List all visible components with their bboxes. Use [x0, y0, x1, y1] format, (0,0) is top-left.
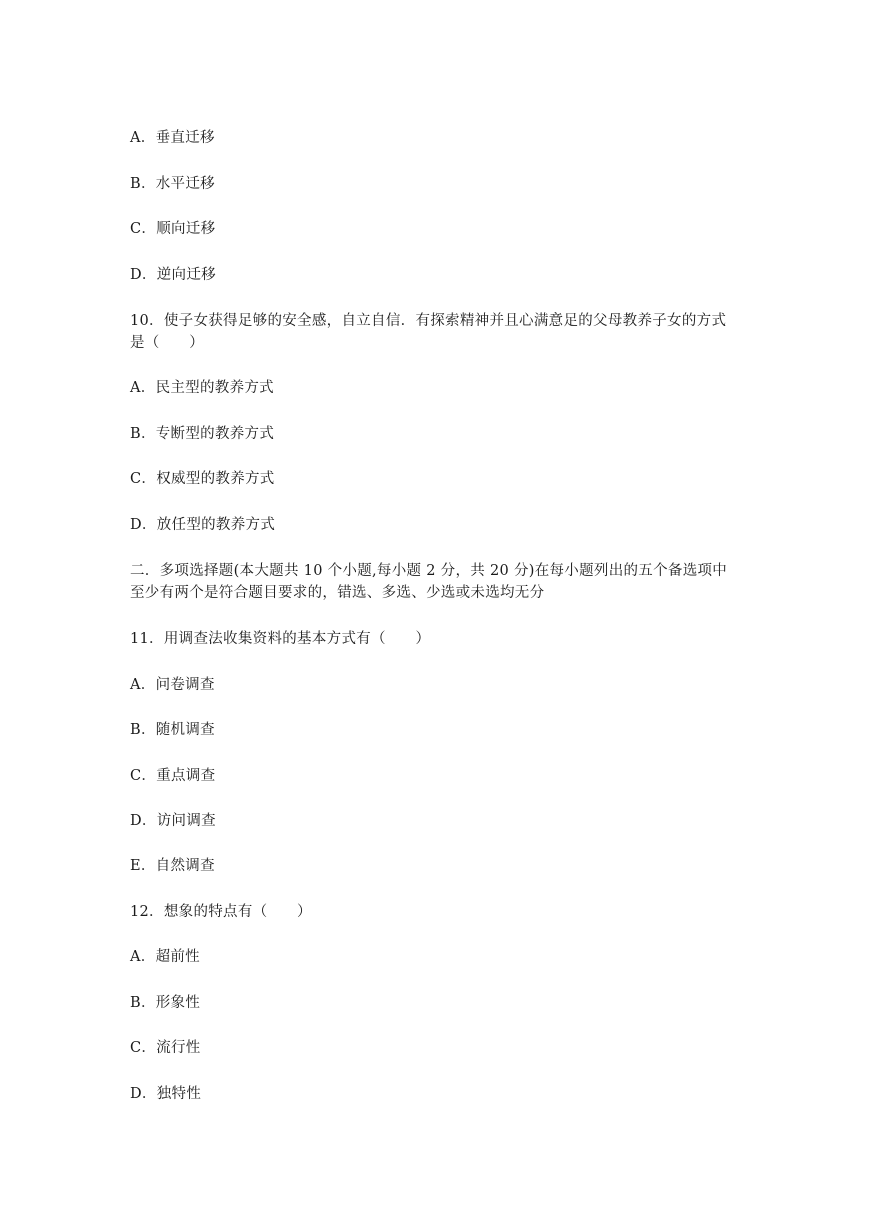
q11-option-c: C．重点调查	[130, 768, 216, 784]
q12-option-d: D．独特性	[130, 1086, 202, 1102]
q9-option-c: C．顺向迁移	[130, 221, 216, 237]
q9-option-a: A．垂直迁移	[130, 130, 215, 146]
q12-option-b: B．形象性	[130, 995, 201, 1011]
q11-stem: 11．用调查法收集资料的基本方式有（ ）	[130, 631, 431, 647]
q12-stem: 12．想象的特点有（ ）	[130, 904, 312, 920]
section2-heading-line1: 二．多项选择题(本大题共 10 个小题,每小题 2 分，共 20 分)在每小题列出的五个备选项中	[130, 563, 728, 579]
q11-option-d: D．访问调查	[130, 813, 216, 829]
q10-option-b: B．专断型的教养方式	[130, 426, 275, 442]
q10-option-d: D．放任型的教养方式	[130, 517, 276, 533]
q10-stem-line2: 是（ ）	[130, 335, 204, 351]
q10-option-a: A．民主型的教养方式	[130, 380, 274, 396]
section2-heading-line2: 至少有两个是符合题目要求的，错选、多选、少选或未选均无分	[130, 585, 545, 601]
q12-option-c: C．流行性	[130, 1040, 201, 1056]
q10-stem	[130, 310, 760, 354]
q11-option-b: B．随机调查	[130, 722, 215, 738]
q9-option-b: B．水平迁移	[130, 176, 215, 192]
q12-option-a: A．超前性	[130, 949, 200, 965]
q11-option-a: A．问卷调查	[130, 677, 215, 693]
q11-option-e: E．自然调查	[130, 858, 215, 874]
q9-option-d: D．逆向迁移	[130, 267, 216, 283]
q10-option-c: C．权威型的教养方式	[130, 471, 275, 487]
q10-stem-line1: 10．使子女获得足够的安全感，自立自信．有探索精神并且心满意足的父母教养子女的方式	[130, 313, 727, 329]
section2-heading	[130, 560, 760, 604]
